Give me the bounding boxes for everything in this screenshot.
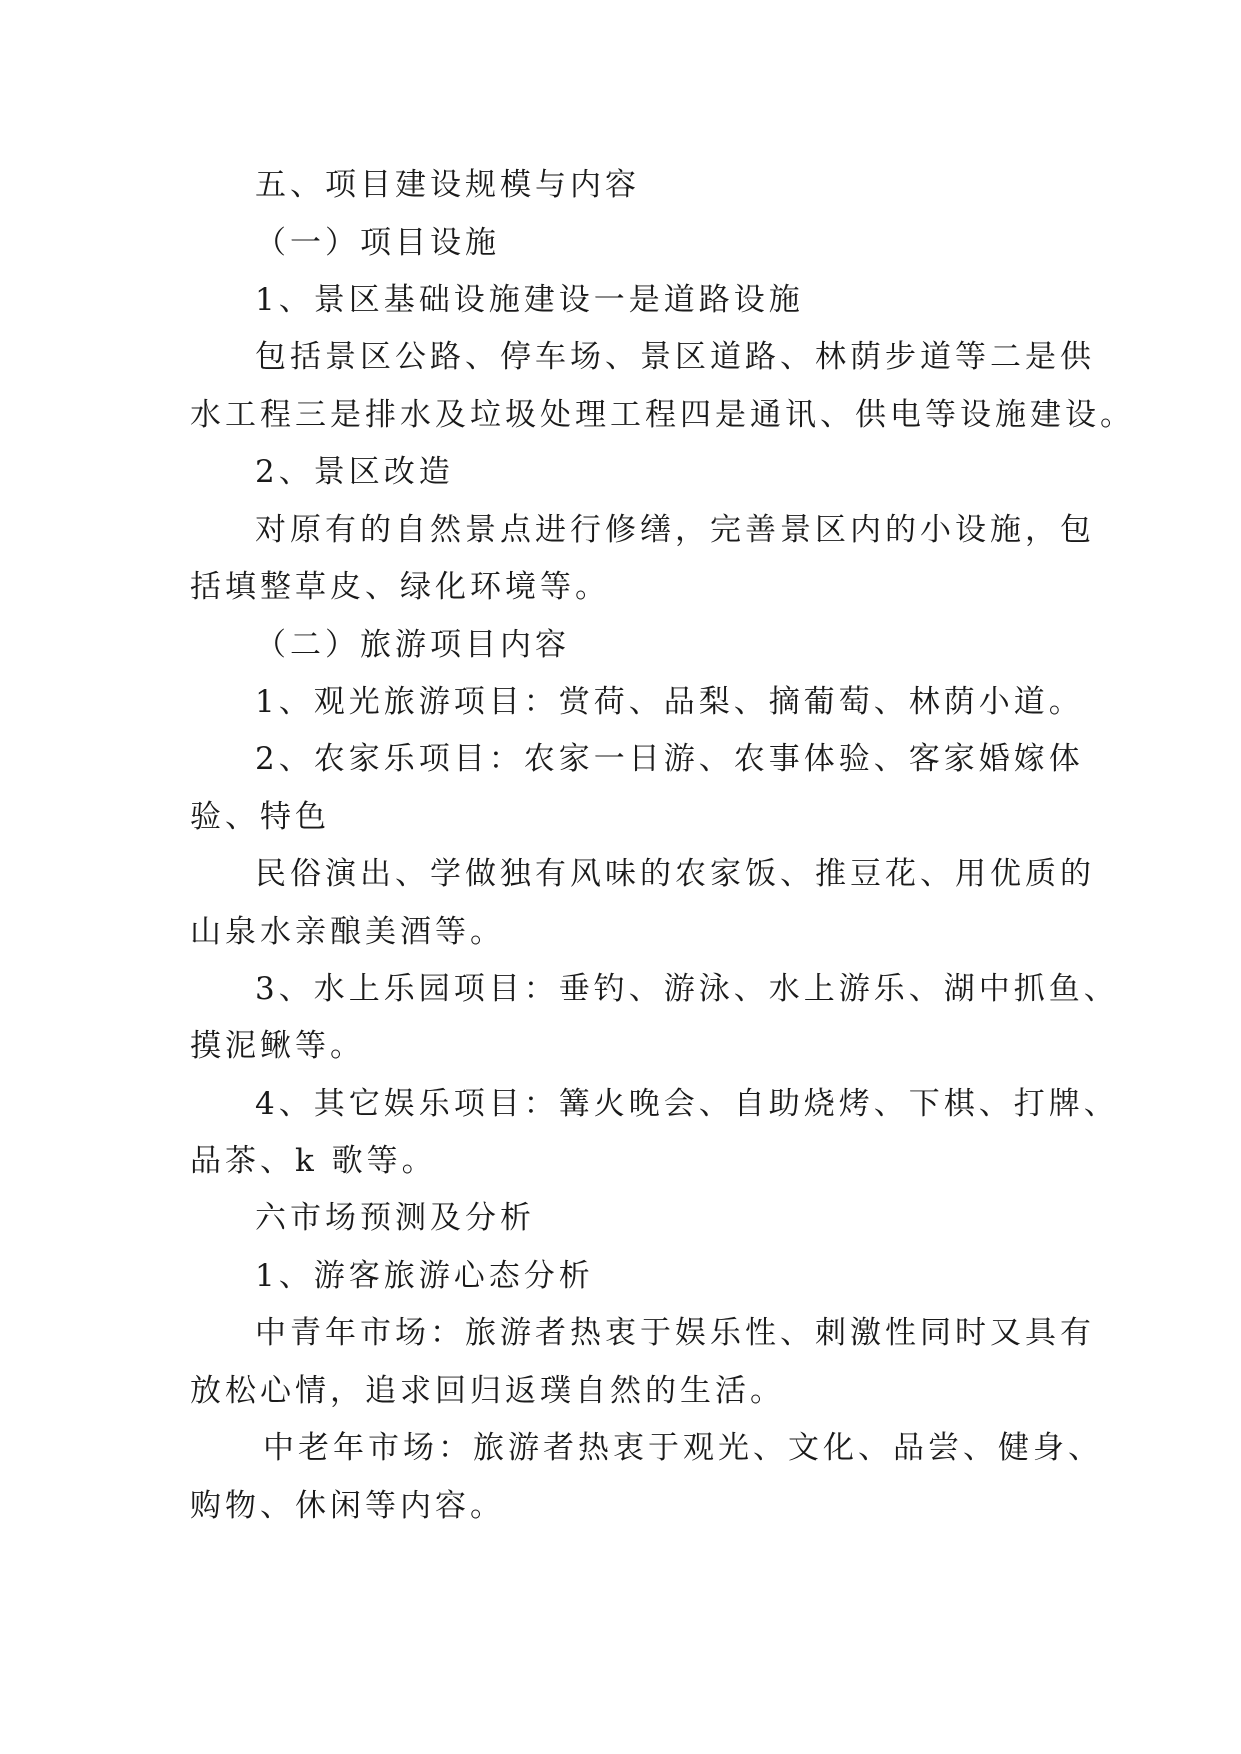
section-heading: 五、项目建设规模与内容 (255, 167, 640, 203)
subsection-heading: （一）项目设施 (255, 225, 500, 261)
paragraph-line: 中青年市场：旅游者热衷于娱乐性、刺激性同时又具有 (255, 1315, 1095, 1351)
paragraph-line: 2、农家乐项目：农家一日游、农事体验、客家婚嫁体 (255, 741, 1084, 777)
paragraph-line: 购物、休闲等内容。 (190, 1488, 505, 1524)
paragraph-line: 1、观光旅游项目：赏荷、品梨、摘葡萄、林荫小道。 (255, 684, 1084, 720)
paragraph-line: 包括景区公路、停车场、景区道路、林荫步道等二是供 (255, 339, 1095, 375)
paragraph-line: 对原有的自然景点进行修缮，完善景区内的小设施，包 (255, 512, 1095, 548)
paragraph-line: 放松心情，追求回归返璞自然的生活。 (190, 1373, 785, 1409)
paragraph-line: 中老年市场：旅游者热衷于观光、文化、品尝、健身、 (263, 1430, 1103, 1466)
paragraph-line: 品茶、k 歌等。 (190, 1143, 437, 1179)
paragraph-line: 山泉水亲酿美酒等。 (190, 914, 505, 950)
paragraph-line: 水工程三是排水及垃圾处理工程四是通讯、供电等设施建设。 (190, 397, 1135, 433)
paragraph-line: 验、特色 (190, 799, 330, 835)
paragraph-line: 4、其它娱乐项目：篝火晚会、自助烧烤、下棋、打牌、 (255, 1086, 1119, 1122)
paragraph-line: 民俗演出、学做独有风味的农家饭、推豆花、用优质的 (255, 856, 1095, 892)
item-heading: 1、游客旅游心态分析 (255, 1258, 594, 1294)
item-heading: 2、景区改造 (255, 454, 454, 490)
subsection-heading: （二）旅游项目内容 (255, 627, 570, 663)
item-heading: 1、景区基础设施建设一是道路设施 (255, 282, 804, 318)
paragraph-line: 3、水上乐园项目：垂钓、游泳、水上游乐、湖中抓鱼、 (255, 971, 1119, 1007)
section-heading: 六市场预测及分析 (255, 1200, 535, 1236)
paragraph-line: 摸泥鳅等。 (190, 1028, 365, 1064)
paragraph-line: 括填整草皮、绿化环境等。 (190, 569, 610, 605)
